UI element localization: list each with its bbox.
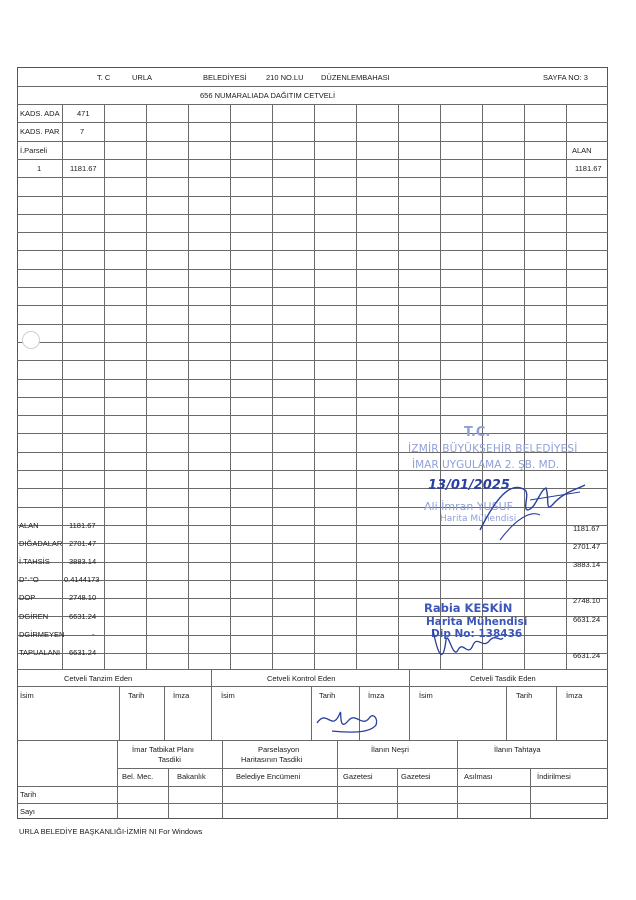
summary-label: DGİRMEYEN — [19, 630, 65, 639]
signature-bottom-rule — [17, 740, 608, 741]
grid-column-line — [272, 104, 273, 669]
grid-row-line — [17, 287, 608, 288]
iparsel-label: İ.Parseli — [20, 146, 48, 155]
sig-col-imza-3 — [556, 686, 557, 740]
header-duzenleme: DÜZENLEMBAHASI — [321, 73, 390, 82]
approval-col-7 — [530, 768, 531, 819]
row1-alan: 1181.67 — [575, 164, 602, 173]
sig-tarih-3: Tarih — [516, 691, 533, 700]
grid-row-line — [17, 232, 608, 233]
grid-column-line — [482, 104, 483, 669]
sig-isim-3: İsim — [419, 691, 433, 700]
summary-label: D°·°O — [19, 575, 39, 584]
approval-sub-rule — [17, 786, 608, 787]
sig-tarih-2: Tarih — [319, 691, 336, 700]
approval-col-2 — [168, 768, 169, 819]
summary-label: İ.TAHSİS — [19, 557, 50, 566]
parsel-line1: Parselasyon — [258, 745, 300, 754]
grid-row-line — [17, 250, 608, 251]
grid-row-line — [17, 159, 608, 160]
sig-imza-2: İmza — [368, 691, 385, 700]
summary-value: 0.4144173 — [64, 575, 100, 584]
grid-column-line — [524, 104, 525, 669]
grid-column-line — [62, 104, 63, 669]
approval-col-3 — [222, 740, 223, 819]
stamp1-title: Harita Mühendisi — [440, 514, 517, 524]
signature-divider-1 — [211, 669, 212, 740]
grid-row-line — [17, 360, 608, 361]
grid-row-line — [17, 196, 608, 197]
summary-value: 3883.14 — [69, 557, 97, 566]
grid-column-line — [188, 104, 189, 669]
approval-row-rule — [17, 803, 608, 804]
grid-row-line — [17, 305, 608, 306]
grid-column-line — [146, 104, 147, 669]
sig-isim-2: İsim — [221, 691, 235, 700]
signature-bottom — [428, 620, 508, 670]
gazetesi-2: Gazetesi — [401, 772, 431, 781]
signature-divider-2 — [409, 669, 410, 740]
stamp2-name: Rabia KESKİN — [424, 601, 513, 615]
grid-row-line — [17, 177, 608, 178]
summary-value: 1181.67 — [69, 521, 96, 530]
summary-right-value: 6631.24 — [573, 651, 601, 660]
sig-isim-1: İsim — [20, 691, 34, 700]
grid-row-line — [17, 379, 608, 380]
summary-right-value: 3883.14 — [573, 560, 601, 569]
stamp1-line1: İZMİR BÜYÜKŞEHİR BELEDİYESİ — [408, 443, 578, 455]
kads-par-value: 7 — [80, 127, 85, 136]
kads-par-label: KADS. PAR — [20, 127, 60, 136]
summary-right-value: 6631.24 — [573, 615, 601, 624]
approval-col-5 — [397, 768, 398, 819]
stamp1-date: 13/01/2025 — [428, 478, 510, 493]
summary-value: 6631.24 — [69, 648, 97, 657]
summary-value: 2748.10 — [69, 593, 97, 602]
summary-label: DIĞADALAR — [19, 539, 63, 548]
grid-row-line — [17, 397, 608, 398]
imar-line1: İmar Tatbikat Planı — [132, 745, 194, 754]
grid-column-line — [398, 104, 399, 669]
stamp1-name: Ali İmran YUSUF — [424, 500, 513, 513]
grid-column-line — [314, 104, 315, 669]
grid-row-line — [17, 562, 608, 563]
header-city: URLA — [132, 73, 153, 82]
kontrol-header: Cetveli Kontrol Eden — [267, 674, 336, 683]
grid-column-line — [440, 104, 441, 669]
ilanin-tahtaya: İlanın Tahtaya — [494, 745, 541, 754]
stamp1-tc: T.C. — [464, 425, 491, 440]
belediye-encumeni: Belediye Encümeni — [236, 772, 301, 781]
grid-column-line — [104, 104, 105, 669]
kads-ada-value: 471 — [77, 109, 90, 118]
sig-tarih-1: Tarih — [128, 691, 145, 700]
sig-col-tarih-1 — [119, 686, 120, 740]
bakanlik: Bakanlık — [177, 772, 206, 781]
grid-column-line — [356, 104, 357, 669]
grid-row-line — [17, 122, 608, 123]
tanzim-header: Cetveli Tanzim Eden — [64, 674, 133, 683]
header-tc: T. C — [97, 73, 111, 82]
ilanin-nesri: İlanın Neşri — [371, 745, 409, 754]
approval-col-6 — [457, 740, 458, 819]
summary-value: 6631.24 — [69, 612, 97, 621]
header-plan-no: 210 NO.LU — [266, 73, 304, 82]
grid-row-line — [17, 141, 608, 142]
signature-top — [470, 470, 590, 550]
approval-col-4 — [337, 740, 338, 819]
summary-right-value: 1181.67 — [573, 524, 600, 533]
signature-header-rule — [17, 686, 608, 687]
approval-col-1 — [117, 740, 118, 819]
header-divider — [17, 86, 608, 87]
row1-number: 1 — [37, 164, 42, 173]
grid-row-line — [17, 214, 608, 215]
sig-imza-1: İmza — [173, 691, 190, 700]
summary-value: - — [92, 630, 95, 639]
summary-label: TAPUALANI — [19, 648, 61, 657]
grid-row-line — [17, 342, 608, 343]
header-subtitle: 656 NUMARALIADA DAĞITIM CETVELİ — [200, 91, 336, 100]
stamp2-dip: Dip No: 138436 — [431, 628, 523, 640]
summary-value: 2701.47 — [69, 539, 97, 548]
header-page-number: SAYFA NO: 3 — [543, 73, 588, 82]
summary-label: DGİREN — [19, 612, 49, 621]
parsel-line2: Haritasının Tasdiki — [241, 755, 303, 764]
grid-row-line — [17, 653, 608, 654]
grid-row-line — [17, 433, 608, 434]
asilmasi: Asılması — [464, 772, 493, 781]
sig-col-imza-1 — [164, 686, 165, 740]
grid-column-line — [230, 104, 231, 669]
grid-column-line — [566, 104, 567, 669]
grid-row-line — [17, 415, 608, 416]
grid-row-line — [17, 269, 608, 270]
subtitle-divider — [17, 104, 608, 105]
summary-label: DOP — [19, 593, 36, 602]
signature-top-rule — [17, 669, 608, 670]
footer-text: URLA BELEDİYE BAŞKANLIĞI-İZMİR NI For Windows — [19, 827, 203, 836]
approval-mid-rule — [117, 768, 608, 769]
summary-right-value: 2701.47 — [573, 542, 601, 551]
grid-row-line — [17, 598, 608, 599]
sig-imza-3: İmza — [566, 691, 583, 700]
kads-ada-label: KADS. ADA — [20, 109, 60, 118]
bel-mec: Bel. Mec. — [122, 772, 154, 781]
hole-punch-mark — [22, 331, 40, 349]
indirilmesi: İndirilmesi — [537, 772, 571, 781]
alan-header: ALAN — [572, 146, 592, 155]
approval-sayi: Sayı — [20, 807, 36, 816]
signature-kontrol — [312, 703, 382, 739]
grid-row-line — [17, 324, 608, 325]
stamp1-line2: İMAR UYGULAMA 2. ŞB. MD. — [412, 459, 560, 471]
tasdik-header: Cetveli Tasdik Eden — [470, 674, 536, 683]
imar-line2: Tasdiki — [158, 755, 181, 764]
summary-label: ALAN — [19, 521, 39, 530]
summary-right-value: 2748.10 — [573, 596, 601, 605]
sig-col-tarih-3 — [506, 686, 507, 740]
gazetesi-1: Gazetesi — [343, 772, 373, 781]
approval-tarih: Tarih — [20, 790, 37, 799]
stamp2-title: Harita Mühendisi — [426, 616, 528, 628]
grid-row-line — [17, 580, 608, 581]
header-belediyesi: BELEDİYESİ — [203, 73, 247, 82]
row1-value: 1181.67 — [70, 164, 97, 173]
